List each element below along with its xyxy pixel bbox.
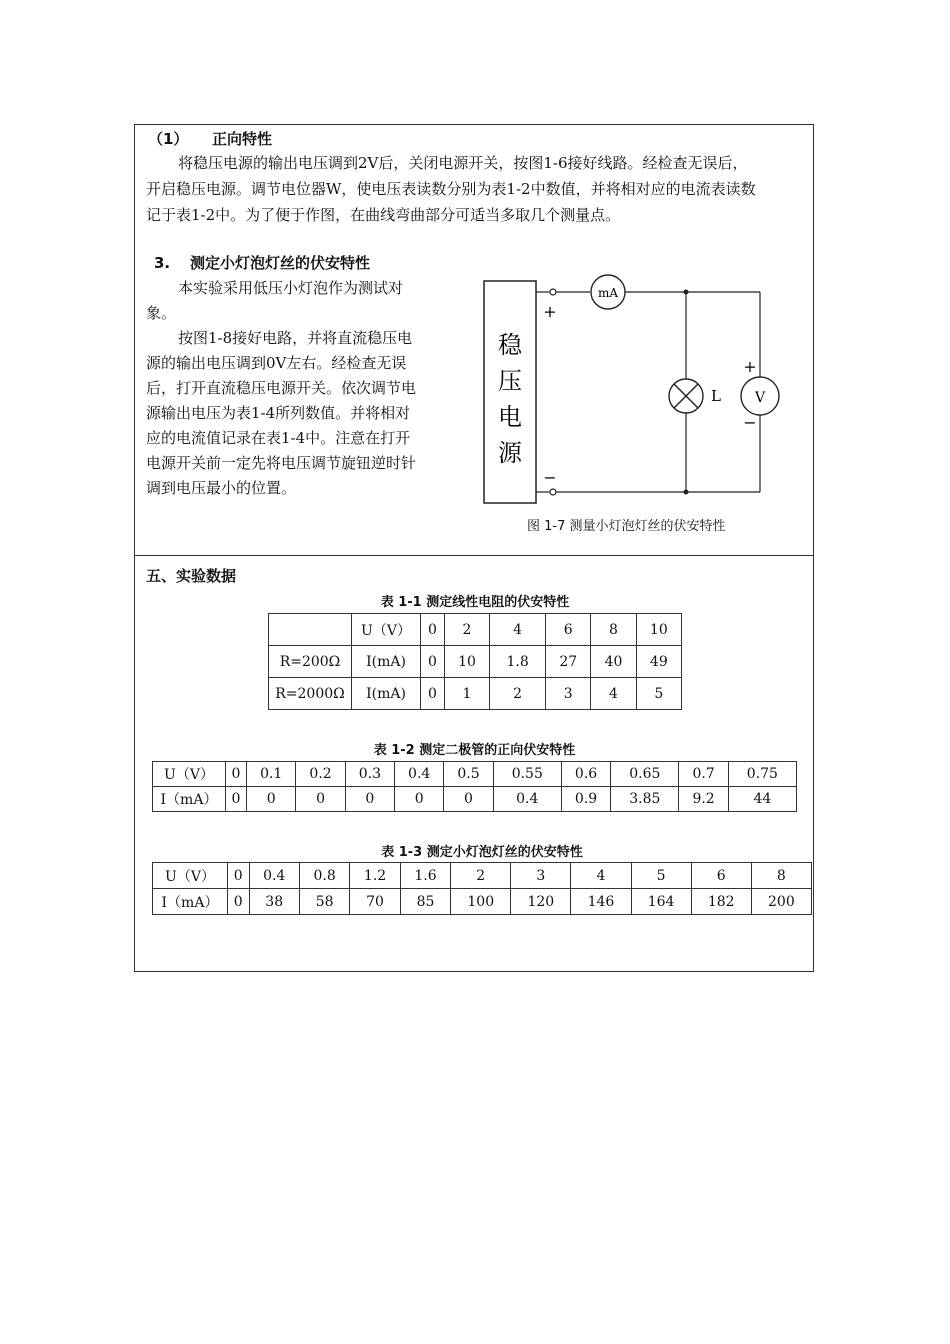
figure-caption: 图 1-7 测量小灯泡灯丝的伏安特性 — [527, 519, 726, 534]
section3-para2-line: 后，打开直流稳压电源开关。依次调节电 — [146, 379, 417, 397]
table-cell: 2 — [490, 678, 546, 710]
table-cell: 164 — [631, 889, 691, 915]
table-cell: U（V） — [153, 863, 228, 889]
section3-para2-line: 按图1-8接好电路，并将直流稳压电 — [178, 329, 413, 347]
table-cell: 27 — [546, 646, 591, 678]
voltmeter-label: V — [754, 390, 766, 406]
table-cell: 0 — [228, 889, 250, 915]
terminal-negative — [550, 489, 556, 495]
voltmeter-minus-sign: − — [743, 413, 757, 432]
table-cell: I(mA) — [352, 678, 421, 710]
table-cell: U（V） — [352, 614, 421, 646]
table-cell: 0.75 — [728, 762, 796, 787]
table2-diode — [152, 761, 797, 812]
table1-caption: 表 1-1 测定线性电阻的伏安特性 — [380, 595, 570, 610]
table-cell: 5 — [636, 678, 681, 710]
table-cell: 200 — [751, 889, 811, 915]
table-cell: 49 — [636, 646, 681, 678]
table-cell: 2 — [451, 863, 511, 889]
table-cell: 9.2 — [679, 787, 728, 812]
table-cell: 10 — [444, 646, 489, 678]
source-label-char: 源 — [498, 439, 522, 467]
table-cell: 8 — [751, 863, 811, 889]
table-cell: 0.4 — [493, 787, 561, 812]
table3-lamp — [152, 862, 812, 915]
voltmeter-plus-sign: + — [743, 357, 757, 376]
table-cell: 0.55 — [493, 762, 561, 787]
table-cell: 0.1 — [247, 762, 296, 787]
table-cell: 10 — [636, 614, 681, 646]
table-cell: 85 — [400, 889, 450, 915]
source-label-char: 压 — [498, 367, 522, 395]
section1-title: 正向特性 — [212, 130, 273, 148]
table1-linear-resistor — [268, 613, 682, 710]
table-cell: 40 — [591, 646, 636, 678]
section1-number: （1） — [148, 130, 189, 148]
table-cell: R=2000Ω — [269, 678, 352, 710]
table-cell: R=200Ω — [269, 646, 352, 678]
table-cell — [269, 614, 352, 646]
table-cell: 0.5 — [444, 762, 493, 787]
section3-para1-line2: 象。 — [146, 304, 177, 322]
table-cell: 4 — [571, 863, 631, 889]
circuit-diagram — [470, 265, 790, 515]
section1-paragraph-line2: 开启稳压电源。调节电位器W，使电压表读数分别为表1-2中数值，并将相对应的电流表读数 — [146, 180, 756, 198]
table-cell: 3 — [546, 678, 591, 710]
table-cell: I（mA） — [153, 787, 226, 812]
table-cell: 6 — [691, 863, 751, 889]
section1-paragraph-line1: 将稳压电源的输出电压调到2V后，关闭电源开关，按图1-6接好线路。经检查无误后， — [178, 154, 748, 172]
table-cell: 0 — [226, 787, 247, 812]
terminal-positive — [550, 289, 556, 295]
source-label-char: 电 — [498, 403, 522, 431]
table-cell: 3.85 — [611, 787, 679, 812]
table3-caption: 表 1-3 测定小灯泡灯丝的伏安特性 — [381, 845, 583, 860]
table-cell: 1 — [444, 678, 489, 710]
table-cell: 100 — [451, 889, 511, 915]
section5-title: 五、实验数据 — [146, 567, 237, 585]
section3-para2-line: 应的电流值记录在表1-4中。注意在打开 — [146, 429, 411, 447]
table-cell: 0.4 — [395, 762, 444, 787]
section3-para2-line: 电源开关前一定先将电压调节旋钮逆时针 — [146, 454, 417, 472]
table-cell: 44 — [728, 787, 796, 812]
table-cell: 0.2 — [296, 762, 345, 787]
table-cell: 0.65 — [611, 762, 679, 787]
table-cell: 1.2 — [350, 863, 400, 889]
table-cell: 0 — [247, 787, 296, 812]
table-cell: U（V） — [153, 762, 226, 787]
table-cell: 58 — [299, 889, 349, 915]
table-cell: 8 — [591, 614, 636, 646]
table-cell: 0 — [226, 762, 247, 787]
table-cell: 146 — [571, 889, 631, 915]
table-cell: 1.8 — [490, 646, 546, 678]
table-cell: 3 — [511, 863, 571, 889]
table-cell: 0 — [345, 787, 394, 812]
section1-paragraph-line3: 记于表1-2中。为了便于作图，在曲线弯曲部分可适当多取几个测量点。 — [146, 206, 621, 224]
table-cell: 0 — [228, 863, 250, 889]
section3-para2-line: 源输出电压为表1-4所列数值。并将相对 — [146, 404, 411, 422]
table-cell: 0.8 — [299, 863, 349, 889]
table2-caption: 表 1-2 测定二极管的正向伏安特性 — [373, 743, 576, 758]
section-divider — [135, 555, 813, 556]
table-cell: 0.9 — [561, 787, 610, 812]
table-cell: 6 — [546, 614, 591, 646]
ammeter-label: mA — [597, 286, 619, 300]
table-cell: 70 — [350, 889, 400, 915]
table-cell: 0 — [421, 646, 445, 678]
table-cell: 0 — [395, 787, 444, 812]
table-cell: 0 — [296, 787, 345, 812]
section3-para1-line1: 本实验采用低压小灯泡作为测试对 — [178, 279, 404, 297]
section3-para2-line: 源的输出电压调到0V左右。经检查无误 — [146, 354, 407, 372]
table-cell: 38 — [249, 889, 299, 915]
section3-para2-line: 调到电压最小的位置。 — [146, 479, 297, 497]
table-cell: 0 — [421, 614, 445, 646]
table-cell: 0 — [444, 787, 493, 812]
table-cell: 120 — [511, 889, 571, 915]
source-plus-sign: + — [543, 302, 557, 321]
table-cell: 0.6 — [561, 762, 610, 787]
table-cell: 0 — [421, 678, 445, 710]
table-cell: 1.6 — [400, 863, 450, 889]
table-cell: 4 — [490, 614, 546, 646]
section3-number: 3. — [154, 254, 171, 272]
table-cell: 5 — [631, 863, 691, 889]
lamp-label: L — [711, 387, 721, 405]
table-cell: 2 — [444, 614, 489, 646]
table-cell: I（mA） — [153, 889, 228, 915]
source-label-char: 稳 — [498, 331, 522, 359]
section3-title: 测定小灯泡灯丝的伏安特性 — [190, 254, 371, 272]
table-cell: 0.3 — [345, 762, 394, 787]
source-minus-sign: − — [543, 468, 557, 487]
table-cell: 4 — [591, 678, 636, 710]
table-cell: I(mA) — [352, 646, 421, 678]
table-cell: 182 — [691, 889, 751, 915]
table-cell: 0.4 — [249, 863, 299, 889]
table-cell: 0.7 — [679, 762, 728, 787]
